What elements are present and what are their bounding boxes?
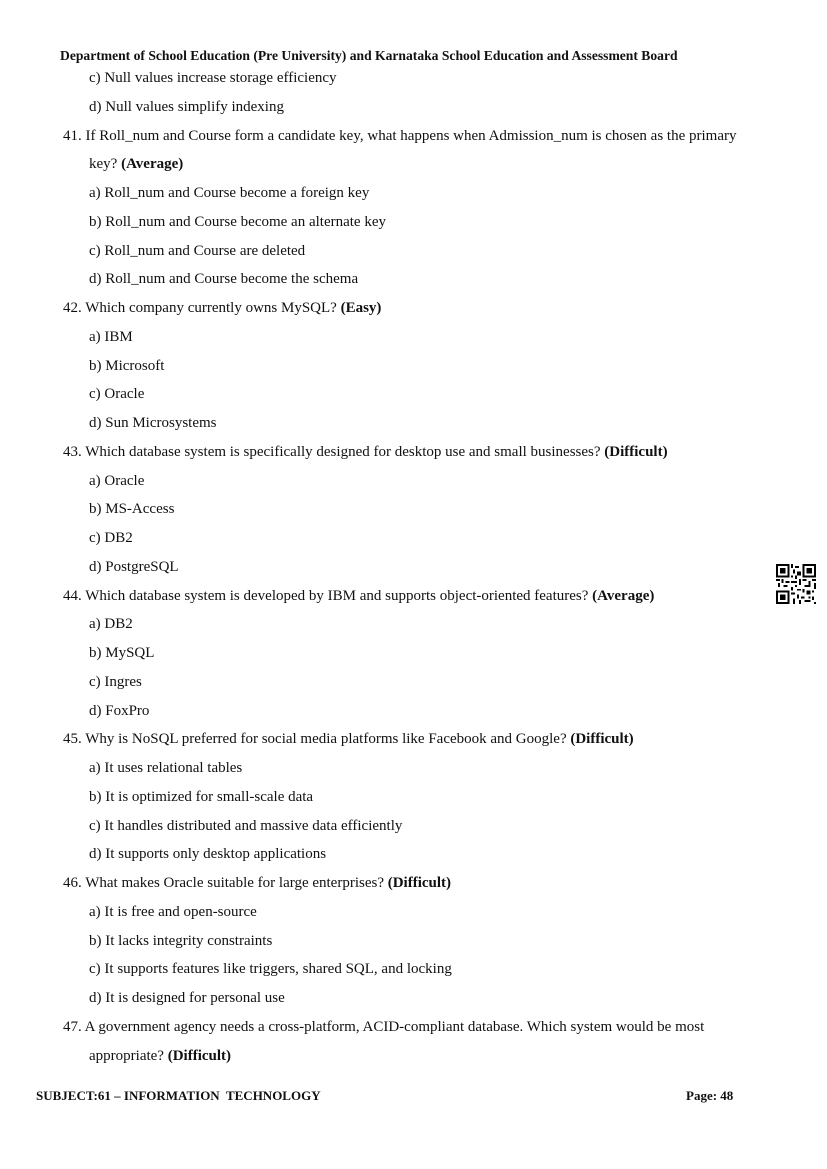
- question-41-cont: [0, 153, 827, 182]
- option-a: a) IBM: [89, 328, 133, 345]
- option-b: b) It lacks integrity constraints: [89, 932, 273, 949]
- question-44-text: 44. Which database system is developed by IBM and supports object-oriented features?: [63, 587, 589, 604]
- question-47-cont: [0, 1045, 827, 1074]
- difficulty-badge: (Easy): [340, 300, 382, 316]
- difficulty-badge: (Difficult): [167, 1047, 232, 1064]
- question-41: [0, 125, 827, 154]
- option-d: d) PostgreSQL: [89, 558, 179, 575]
- option-c: c) Ingres: [89, 673, 142, 690]
- option-c-q40: c) Null values increase storage efficiency: [89, 70, 337, 86]
- question-43: [0, 441, 827, 470]
- option-d: d) It supports only desktop applications: [89, 846, 327, 863]
- question-46: [0, 872, 827, 901]
- option-d: d) FoxPro: [89, 702, 150, 719]
- question-list: [0, 67, 827, 1073]
- option-c: c) Roll_num and Course are deleted: [89, 242, 306, 259]
- option-b: b) MS-Access: [89, 501, 175, 518]
- option-b: b) Roll_num and Course become an alternate key: [89, 213, 386, 230]
- question-46-text: 46. What makes Oracle suitable for large enterprises?: [63, 875, 384, 891]
- option-a: a) DB2: [89, 616, 133, 633]
- question-47-text-cont: appropriate?: [89, 1047, 164, 1064]
- question-41-text: 41. If Roll_num and Course form a candidate key, what happens when Admission_num is chosen as the primary: [63, 127, 737, 144]
- difficulty-badge: (Average): [592, 587, 655, 604]
- option-a: a) Roll_num and Course become a foreign key: [89, 185, 370, 201]
- option-d-q40: d) Null values simplify indexing: [89, 98, 284, 115]
- option-b: b) It is optimized for small-scale data: [89, 788, 314, 805]
- option-c: c) It handles distributed and massive data efficiently: [89, 817, 403, 834]
- option-d: d) It is designed for personal use: [89, 990, 285, 1006]
- question-41-text-cont: key?: [89, 156, 118, 173]
- option-c: c) Oracle: [89, 386, 145, 403]
- question-45-text: 45. Why is NoSQL preferred for social media platforms like Facebook and Google?: [63, 731, 567, 748]
- option-d: d) Roll_num and Course become the schema: [89, 271, 359, 288]
- footer-page-number: Page: 48: [686, 1088, 734, 1103]
- option-c: c) It supports features like triggers, shared SQL, and locking: [89, 961, 452, 978]
- option-c: c) DB2: [89, 530, 133, 546]
- question-47-text: 47. A government agency needs a cross-platform, ACID-compliant database. Which system would be most: [63, 1018, 705, 1035]
- question-42: [0, 297, 827, 326]
- option-d: d) Sun Microsystems: [89, 415, 217, 431]
- option-a: a) It is free and open-source: [89, 903, 257, 920]
- difficulty-badge: (Average): [121, 156, 184, 173]
- qr-code-icon: [776, 564, 816, 604]
- question-44: [0, 585, 827, 614]
- option-a: a) Oracle: [89, 472, 145, 489]
- question-45: [0, 728, 827, 757]
- page-header: Department of School Education (Pre University) and Karnataka School Education and Assessment Board: [60, 48, 678, 63]
- option-a: a) It uses relational tables: [89, 760, 243, 776]
- option-b: b) Microsoft: [89, 357, 165, 374]
- option-b: b) MySQL: [89, 645, 155, 661]
- footer-subject: SUBJECT:61 – INFORMATION TECHNOLOGY: [36, 1088, 321, 1103]
- question-43-text: 43. Which database system is specifically designed for desktop use and small businesses?: [63, 443, 601, 460]
- difficulty-badge: (Difficult): [387, 875, 452, 891]
- question-42-text: 42. Which company currently owns MySQL?: [63, 300, 337, 316]
- difficulty-badge: (Difficult): [570, 731, 634, 748]
- question-47: [0, 1016, 827, 1045]
- difficulty-badge: (Difficult): [604, 443, 668, 460]
